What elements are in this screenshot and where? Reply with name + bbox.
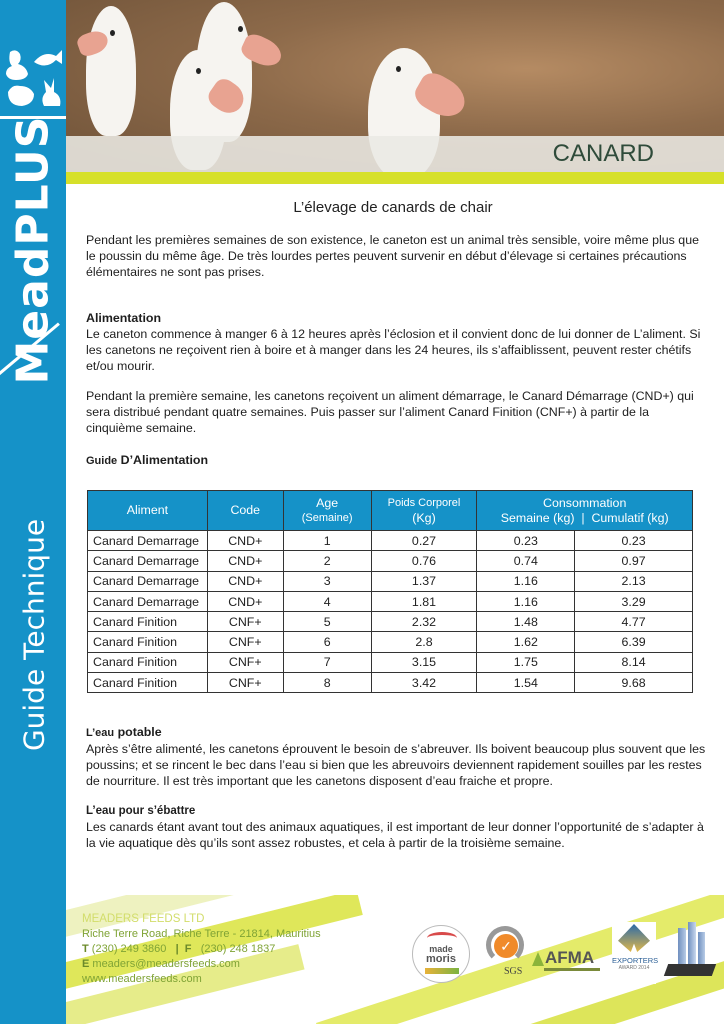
category-title: CANARD [552, 140, 654, 167]
col-poids [371, 491, 477, 531]
exporters-award-logo [612, 922, 659, 984]
address: Riche Terre Road, Riche Terre - 21814, Mauritius [82, 928, 321, 940]
cell-semaine: 0.23 [477, 531, 575, 551]
col-cumulatif: Cumulatif (kg) [591, 510, 669, 525]
cell-cumulatif: 8.14 [575, 652, 693, 672]
website-link[interactable]: www.meadersfeeds.com [82, 973, 202, 985]
made-moris-text-2: moris [426, 953, 456, 965]
cell-semaine: 1.16 [477, 571, 575, 591]
col-separator: | [581, 510, 585, 525]
eau-potable-heading-small: L’eau [86, 727, 115, 739]
guide-technique-label: Guide Technique [17, 518, 51, 752]
table-row [88, 531, 693, 551]
trophy-award-logo [662, 920, 718, 984]
table-row [88, 571, 693, 591]
feeding-guide-table [87, 490, 693, 693]
cell-aliment: Canard Demarrage [88, 551, 208, 571]
cell-code: CNF+ [207, 612, 283, 632]
col-age [283, 491, 371, 531]
cell-code: CNF+ [207, 632, 283, 652]
cell-code: CNF+ [207, 673, 283, 693]
col-semaine: Semaine (kg) [500, 510, 575, 525]
cell-poids: 1.37 [371, 571, 477, 591]
cell-age: 2 [283, 551, 371, 571]
cell-semaine: 1.62 [477, 632, 575, 652]
tel-number: (230) 249 3860 [91, 943, 167, 955]
cell-aliment: Canard Finition [88, 673, 208, 693]
eau-potable-heading [86, 724, 706, 741]
cell-cumulatif: 2.13 [575, 571, 693, 591]
col-code: Code [207, 491, 283, 531]
cell-poids: 2.32 [371, 612, 477, 632]
cell-poids: 1.81 [371, 591, 477, 611]
email-label: E [82, 958, 90, 970]
cell-age: 3 [283, 571, 371, 591]
guide-heading-small: Guide [86, 455, 118, 467]
col-poids-label: Poids Corporel [387, 496, 461, 509]
certification-logos [410, 920, 720, 990]
cell-code: CNF+ [207, 652, 283, 672]
cell-aliment: Canard Demarrage [88, 531, 208, 551]
fish-icon [34, 50, 62, 66]
cell-poids: 0.27 [371, 531, 477, 551]
cell-cumulatif: 3.29 [575, 591, 693, 611]
col-age-unit: (Semaine) [301, 511, 353, 524]
table-header-row [88, 491, 693, 531]
cell-poids: 3.15 [371, 652, 477, 672]
cell-cumulatif: 0.23 [575, 531, 693, 551]
cell-code: CND+ [207, 551, 283, 571]
document-title: L’élevage de canards de chair [293, 199, 493, 216]
table-row [88, 551, 693, 571]
cell-aliment: Canard Finition [88, 652, 208, 672]
cell-age: 4 [283, 591, 371, 611]
rabbit-icon [42, 78, 60, 106]
animal-icons [4, 46, 62, 112]
col-consommation [477, 491, 693, 531]
cell-code: CND+ [207, 591, 283, 611]
eau-potable-paragraph: Après s’être alimenté, les canetons éprouvent le besoin de s’abreuver. Ils boivent beaucoup plus souvent que les poussins; et se rincent le bec dans l’eau si bien que les abreuvoirs deviennent rapidement souilles par les restes de nourriture. Il est très important que les canetons disposent d’eau fraiche et propre. [86, 742, 706, 788]
company-name: MEADERS FEEDS LTD [82, 913, 205, 925]
eau-ebattre-paragraph: Les canards étant avant tout des animaux aquatiques, il est important de leur donner l’opportunité de s’adapter à la vie aquatique dès qu’ils sont assez robustes, et cela à partir de la troisième semaine. [86, 820, 704, 850]
exporters-sub-text: AWARD 2014 [618, 965, 650, 971]
email-link[interactable]: meaders@meadersfeeds.com [92, 958, 240, 970]
exporters-text: EXPORTERS [612, 956, 659, 965]
intro-paragraph: Pendant les premières semaines de son existence, le caneton est un animal très sensible, voire même plus que le poussin du même âge. De très lourdes pertes peuvent survenir en début d’élevage si certaines précautions élémentaires ne sont pas prises. [86, 233, 699, 279]
table-row [88, 673, 693, 693]
brand-logo: MeadPLUS [7, 115, 59, 385]
eau-potable-heading-large: potable [117, 725, 162, 739]
alimentation-paragraph-2: Pendant la première semaine, les canetons reçoivent un aliment démarrage, le Canard Démarrage (CND+) qui sera distribué pendant quatre semaines. Puis passer sur l’aliment Canard Finition (CNF+) à partir de la cinquième semaine. [86, 389, 694, 435]
table-row [88, 591, 693, 611]
guide-heading-large: D’Alimentation [120, 453, 209, 467]
sidebar [0, 0, 66, 1024]
cell-age: 6 [283, 632, 371, 652]
phone-fax [82, 942, 321, 957]
cell-semaine: 0.74 [477, 551, 575, 571]
sgs-text: SGS [504, 966, 523, 977]
table-row [88, 632, 693, 652]
col-consommation-label: Consommation [543, 495, 627, 510]
eau-ebattre-heading: L’eau pour s’ébattre [86, 805, 196, 817]
category-band [66, 136, 724, 172]
cell-cumulatif: 6.39 [575, 632, 693, 652]
water-sections [86, 724, 706, 851]
made-moris-text-1: made [429, 944, 453, 954]
duck-icon [6, 50, 28, 80]
cell-poids: 3.42 [371, 673, 477, 693]
made-moris-logo [412, 925, 470, 983]
alimentation-heading: Alimentation [86, 311, 162, 325]
header-photo [66, 0, 724, 172]
table-row [88, 652, 693, 672]
sgs-logo: ✓ SGS [480, 922, 530, 982]
cell-age: 1 [283, 531, 371, 551]
alimentation-paragraph-1: Le caneton commence à manger 6 à 12 heures après l’éclosion et il convient donc de lui donner de L’aliment. Si les canetons ne reçoivent rien à boire et à manger dans les 24 heures, ils s’affaiblissent, peuvent rester chétifs et/ou mourir. [86, 327, 701, 373]
email-line [82, 957, 321, 972]
fax-separator: | [175, 943, 179, 955]
cell-aliment: Canard Demarrage [88, 591, 208, 611]
cell-age: 8 [283, 673, 371, 693]
guide-heading [86, 452, 706, 469]
cell-cumulatif: 9.68 [575, 673, 693, 693]
cell-aliment: Canard Finition [88, 612, 208, 632]
cell-poids: 0.76 [371, 551, 477, 571]
cell-age: 7 [283, 652, 371, 672]
fax-number: (230) 248 1837 [200, 943, 276, 955]
cell-code: CND+ [207, 571, 283, 591]
chicken-icon [8, 86, 34, 106]
cell-semaine: 1.54 [477, 673, 575, 693]
afma-text: AFMA [545, 948, 595, 967]
cell-cumulatif: 4.77 [575, 612, 693, 632]
cell-semaine: 1.48 [477, 612, 575, 632]
document-body [86, 200, 706, 469]
accent-bar [66, 172, 724, 184]
cell-aliment: Canard Demarrage [88, 571, 208, 591]
contact-info [82, 912, 321, 987]
col-poids-unit: (Kg) [412, 510, 436, 525]
col-aliment: Aliment [88, 491, 208, 531]
cell-semaine: 1.16 [477, 591, 575, 611]
cell-poids: 2.8 [371, 632, 477, 652]
fax-label: F [184, 943, 192, 955]
cell-cumulatif: 0.97 [575, 551, 693, 571]
cell-semaine: 1.75 [477, 652, 575, 672]
col-age-label: Age [316, 495, 339, 510]
table-row [88, 612, 693, 632]
cell-code: CND+ [207, 531, 283, 551]
tel-label: T [82, 943, 89, 955]
cell-aliment: Canard Finition [88, 632, 208, 652]
cell-age: 5 [283, 612, 371, 632]
afma-logo [532, 948, 602, 978]
